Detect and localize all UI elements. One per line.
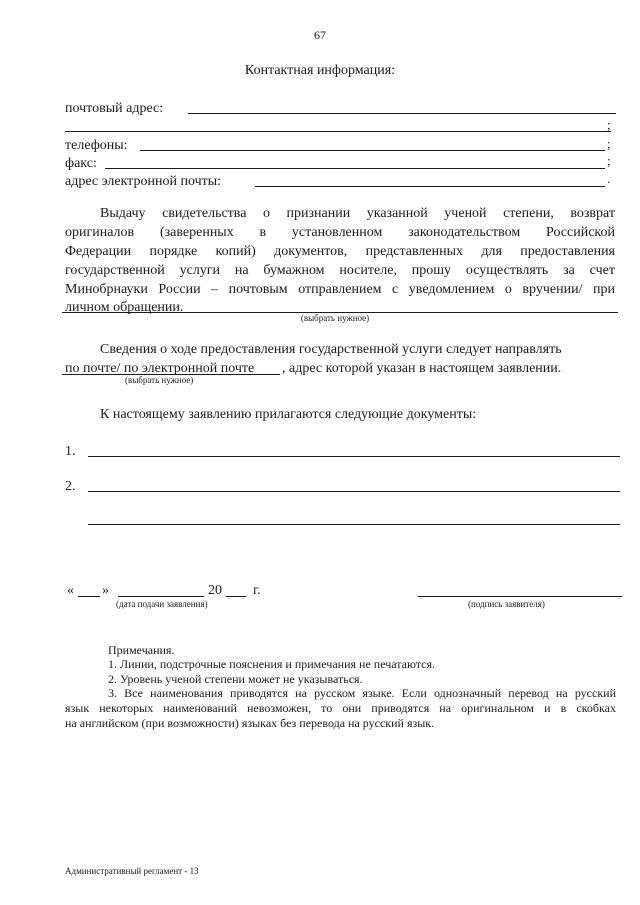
note-3-line-1: 3. Все наименования приводятся на русском языке. Если однозначный перевод на русский [108,686,616,700]
date-year-line [226,596,246,597]
signature-line [418,596,622,597]
postal-address-line-2 [65,131,611,132]
phones-semicolon: ; [607,136,611,151]
postal-semicolon: ; [607,117,611,132]
issuance-hint: (выбрать нужное) [300,313,370,323]
page-number: 67 [314,28,326,42]
contact-title: Контактная информация: [244,63,396,78]
date-day-line [78,596,100,597]
attachment-item-2-number: 2. [65,479,76,494]
issuance-line-4: государственной услуги на бумажном носителе, прошу осуществлять за счет [65,263,615,278]
issuance-line-5: Минобрнауки России – почтовым отправлением с уведомлением о вручении/ при [65,282,615,297]
postal-address-label: почтовый адрес: [65,101,164,116]
attachment-item-1-number: 1. [65,444,76,459]
issuance-line-2: оригиналов (заверенных в установленном законодательством Российской [65,225,615,240]
issuance-line-6: личном обращении. [65,300,184,315]
date-hint: (дата подачи заявления) [116,599,208,609]
issuance-line-1: Выдачу свидетельства о признании указанной ученой степени, возврат [100,206,615,221]
progress-line-2-rest: , адрес которой указан в настоящем заявлении. [282,361,562,376]
postal-address-line-1 [188,113,616,114]
progress-hint: (выбрать нужное) [125,375,194,385]
note-3-line-2: язык некоторых наименований невозможен, то они приводятся на оригинальном и в скобках [65,701,616,715]
notes-title: Примечания. [108,643,175,657]
progress-line-1: Сведения о ходе предоставления государственной услуги следует направлять [100,342,562,357]
date-close-quote: » [102,583,109,598]
signature-hint: (подпись заявителя) [468,599,545,609]
footer-regulation: Административный регламент - 13 [65,866,199,876]
attachment-line-3 [88,524,620,525]
date-open-quote: « [67,583,74,598]
fax-line [105,168,605,169]
attachment-line-1 [88,456,620,457]
date-month-line [118,596,204,597]
note-1: 1. Линии, подстрочные пояснения и примечания не печатаются. [108,657,436,671]
fax-semicolon: ; [607,153,611,168]
date-year-suffix: г. [253,583,261,598]
note-2: 2. Уровень ученой степени может не указываться. [108,672,363,686]
fax-label: факс: [65,156,97,171]
issuance-line-3: Федерации порядке копий) документов, представленных для предоставления [65,244,615,259]
date-year-prefix: 20 [208,583,222,598]
attachment-line-2 [88,491,620,492]
note-3-line-3: на английском (при возможности) языках без перевода на русский язык. [65,716,435,730]
phones-line [140,150,605,151]
email-label: адрес электронной почты: [65,174,222,189]
progress-choice: по почте/ по электронной почте [65,361,255,376]
attachments-title: К настоящему заявлению прилагаются следующие документы: [100,407,477,422]
email-dot: . [607,171,611,186]
email-line [255,186,605,187]
phones-label: телефоны: [65,138,128,153]
